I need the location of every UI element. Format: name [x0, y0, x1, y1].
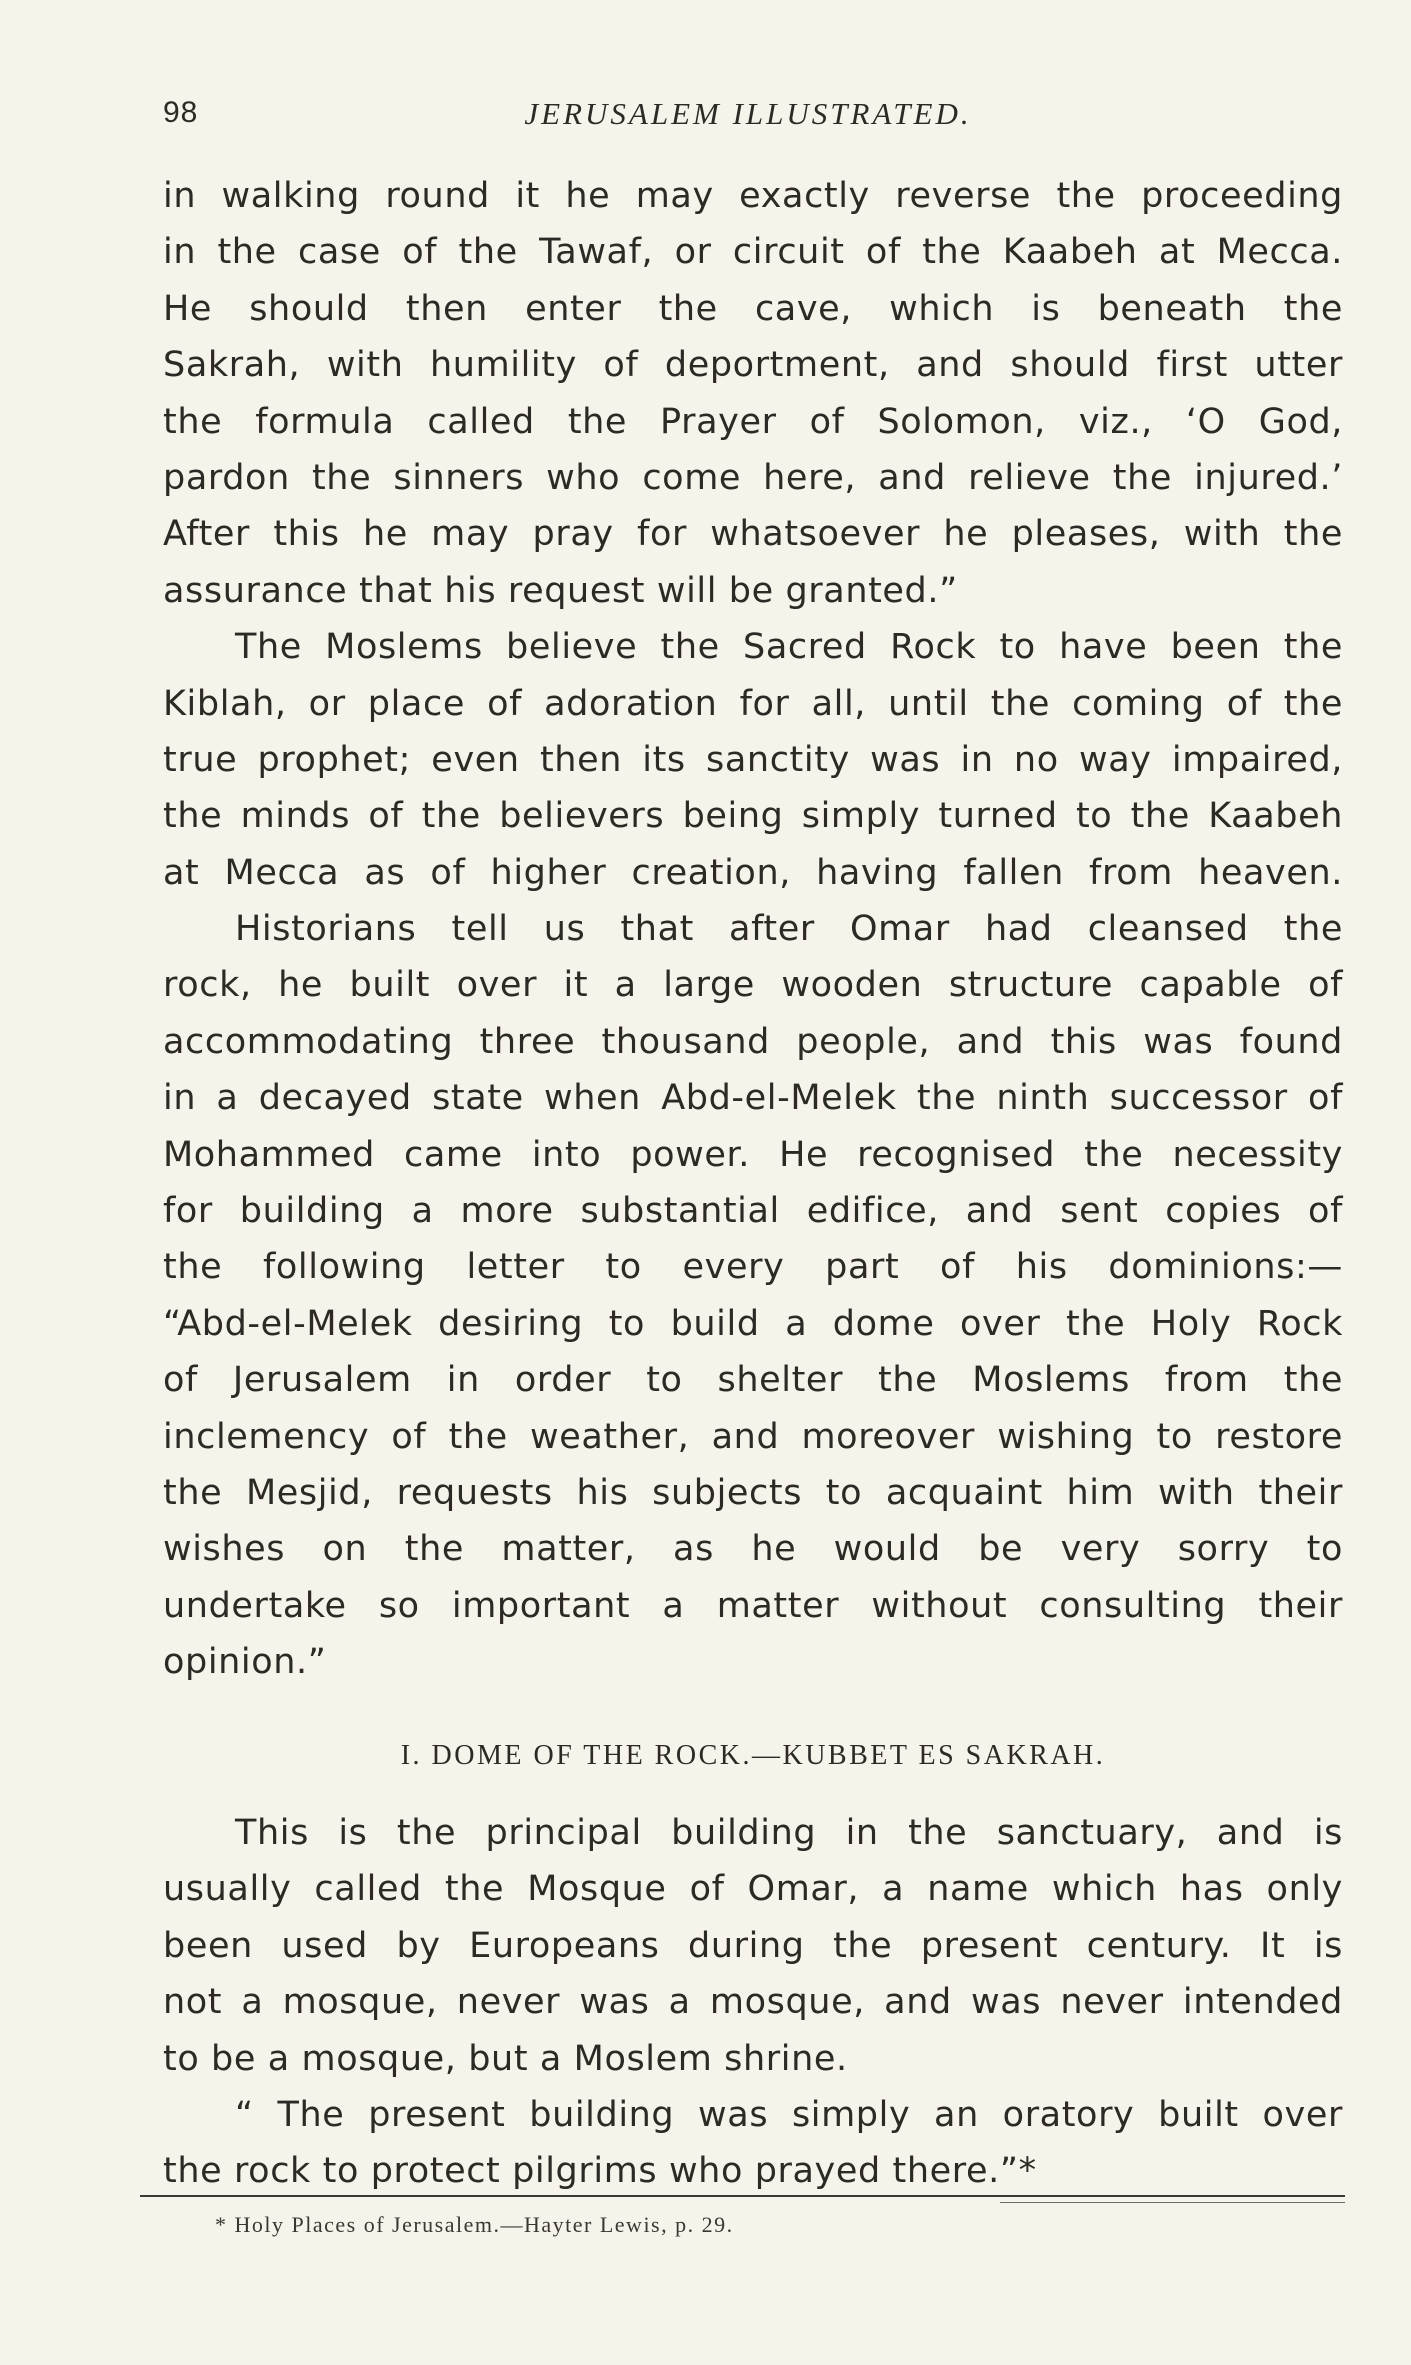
page-number: 98: [163, 96, 199, 129]
text-line: the rock to protect pilgrims who prayed there.”*: [163, 2151, 1037, 2192]
text-line: in a decayed state when Abd-el-Melek the ninth successor of: [163, 1078, 1343, 1119]
text-line: Kiblah, or place of adoration for all, until the coming of the: [163, 683, 1343, 724]
text-line: After this he may pray for whatsoever he pleases, with the: [163, 514, 1343, 555]
text-line: in walking round it he may exactly reverse the proceeding: [163, 176, 1343, 216]
running-title: JERUSALEM ILLUSTRATED.: [524, 96, 972, 131]
text-line: for building a more substantial edifice, and sent copies of: [163, 1191, 1343, 1232]
text-line: Sakrah, with humility of deportment, and should first utter: [163, 345, 1343, 386]
text-line: wishes on the matter, as he would be very sorry to: [163, 1529, 1343, 1570]
text-line: of Jerusalem in order to shelter the Moslems from the: [163, 1360, 1343, 1401]
section-heading: I. DOME OF THE ROCK.—KUBBET ES SAKRAH.: [400, 1740, 1106, 1771]
text-line: the Mesjid, requests his subjects to acquaint him with their: [163, 1472, 1343, 1513]
text-line: He should then enter the cave, which is beneath the: [163, 288, 1343, 329]
body-text-block: [163, 168, 1343, 1691]
text-line: the following letter to every part of his dominions:—: [163, 1247, 1343, 1288]
footnote-divider-secondary: [1000, 2202, 1345, 2203]
text-line: “ The present building was simply an oratory built over: [235, 2094, 1343, 2135]
text-line: undertake so important a matter without consulting their: [163, 1585, 1343, 1626]
text-line: usually called the Mosque of Omar, a name which has only: [163, 1869, 1343, 1910]
text-line: to be a mosque, but a Moslem shrine.: [163, 2038, 848, 2079]
text-line: rock, he built over it a large wooden structure capable of: [163, 965, 1343, 1006]
text-line: not a mosque, never was a mosque, and was never intended: [163, 1982, 1343, 2023]
text-line: inclemency of the weather, and moreover wishing to restore: [163, 1416, 1343, 1457]
text-line: The Moslems believe the Sacred Rock to have been the: [235, 627, 1343, 668]
text-line: “Abd-el-Melek desiring to build a dome over the Holy Rock: [163, 1303, 1343, 1344]
text-line: This is the principal building in the sanctuary, and is: [235, 1813, 1343, 1853]
footnote-divider: [140, 2195, 1345, 2197]
text-line: true prophet; even then its sanctity was in no way impaired,: [163, 739, 1343, 780]
section-text-block: [163, 1805, 1343, 2200]
page-header: [163, 96, 1333, 140]
text-line: opinion.”: [163, 1642, 327, 1683]
text-line: been used by Europeans during the present century. It is: [163, 1925, 1343, 1966]
text-line: assurance that his request will be granted.”: [163, 570, 958, 611]
text-line: the formula called the Prayer of Solomon, viz., ‘O God,: [163, 401, 1343, 442]
text-line: Mohammed came into power. He recognised the necessity: [163, 1134, 1343, 1175]
text-line: in the case of the Tawaf, or circuit of the Kaabeh at Mecca.: [163, 232, 1343, 273]
text-line: the minds of the believers being simply turned to the Kaabeh: [163, 796, 1343, 837]
text-line: at Mecca as of higher creation, having fallen from heaven.: [163, 852, 1343, 893]
text-line: pardon the sinners who come here, and relieve the injured.’: [163, 457, 1343, 498]
text-line: accommodating three thousand people, and this was found: [163, 1021, 1343, 1062]
text-line: Historians tell us that after Omar had cleansed the: [235, 909, 1343, 950]
footnote: * Holy Places of Jerusalem.—Hayter Lewis, p. 29.: [215, 2212, 734, 2237]
